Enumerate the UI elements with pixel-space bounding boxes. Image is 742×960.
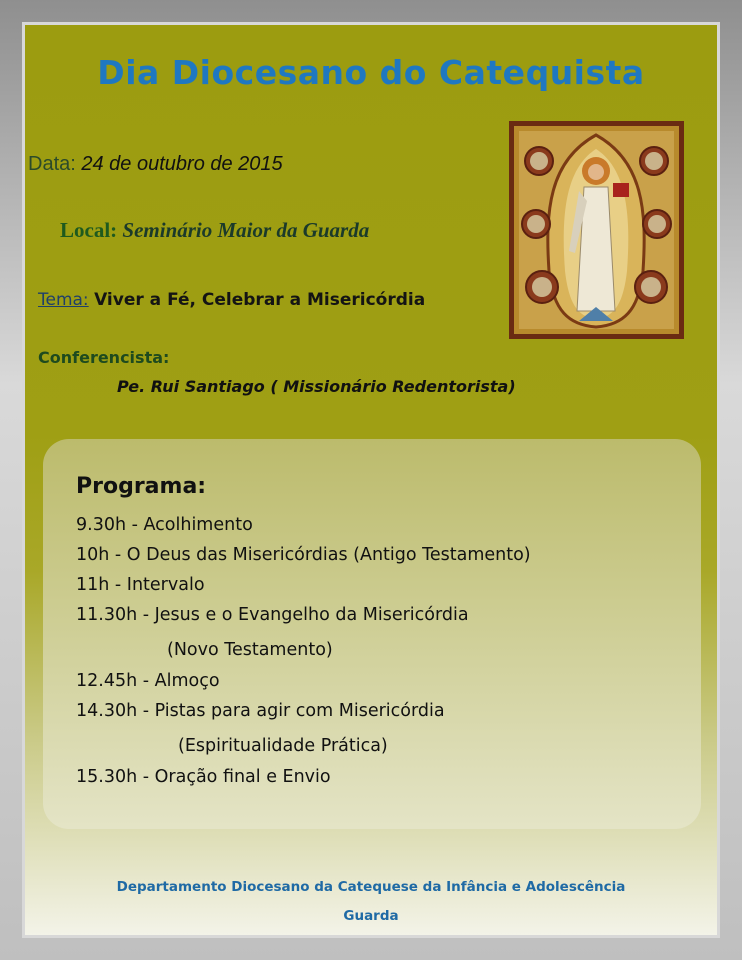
program-heading: Programa: bbox=[76, 474, 207, 499]
program-item: 14.30h - Pistas para agir com Misericórdia bbox=[76, 701, 445, 721]
location-line bbox=[60, 218, 369, 243]
program-item: (Espiritualidade Prática) bbox=[178, 736, 388, 756]
program-item: 11.30h - Jesus e o Evangelho da Misericórdia bbox=[76, 605, 469, 625]
footer bbox=[25, 873, 717, 931]
footer-department: Departamento Diocesano da Catequese da Infância e Adolescência bbox=[116, 879, 626, 895]
date-line bbox=[28, 153, 283, 176]
date-value: 24 de outubro de 2015 bbox=[81, 153, 283, 175]
location-value: Seminário Maior da Guarda bbox=[122, 218, 370, 242]
program-item: (Novo Testamento) bbox=[167, 640, 333, 660]
location-label: Local: bbox=[60, 218, 118, 242]
theme-line bbox=[38, 290, 425, 310]
speaker-label: Conferencista: bbox=[38, 348, 170, 367]
program-item: 15.30h - Oração final e Envio bbox=[76, 767, 331, 787]
christ-icon-image bbox=[509, 121, 684, 339]
program-item: 10h - O Deus das Misericórdias (Antigo Testamento) bbox=[76, 545, 531, 565]
event-title: Dia Diocesano do Catequista bbox=[97, 53, 645, 92]
program-item: 11h - Intervalo bbox=[76, 575, 205, 595]
program-item: 12.45h - Almoço bbox=[76, 671, 220, 691]
theme-label: Tema: bbox=[38, 290, 89, 310]
program-item: 9.30h - Acolhimento bbox=[76, 515, 253, 535]
program-panel bbox=[43, 439, 701, 829]
theme-value: Viver a Fé, Celebrar a Misericórdia bbox=[94, 290, 426, 310]
poster bbox=[22, 22, 720, 938]
footer-city: Guarda bbox=[343, 908, 399, 924]
date-label: Data: bbox=[28, 153, 76, 175]
speaker-name: Pe. Rui Santiago ( Missionário Redentorista) bbox=[117, 377, 516, 396]
